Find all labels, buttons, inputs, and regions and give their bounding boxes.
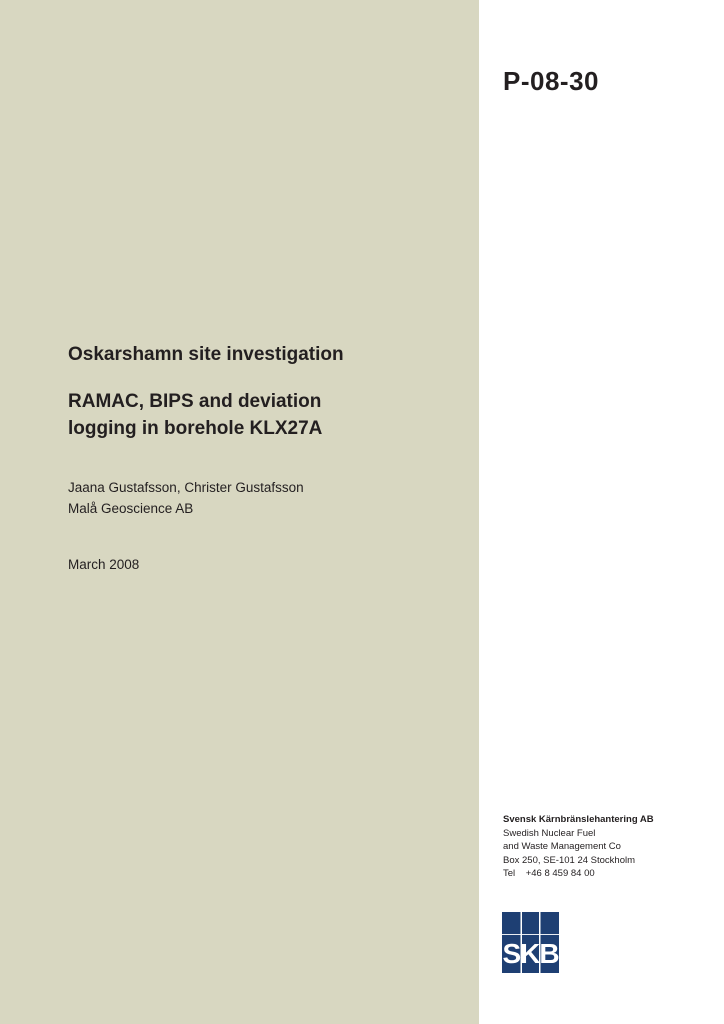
report-number: P-08-30 <box>503 66 599 96</box>
publisher-english-name-1: Swedish Nuclear Fuel <box>503 827 596 839</box>
publisher-name: Svensk Kärnbränslehantering AB <box>503 814 654 825</box>
main-title-line-1: RAMAC, BIPS and deviation <box>68 391 322 412</box>
logo-text: SKB <box>502 938 559 969</box>
publisher-address: Box 250, SE-101 24 Stockholm <box>503 854 636 866</box>
series-title: Oskarshamn site investigation <box>68 344 344 365</box>
publication-date: March 2008 <box>68 557 140 572</box>
skb-logo <box>502 912 559 973</box>
affiliation: Malå Geoscience AB <box>68 501 194 516</box>
authors: Jaana Gustafsson, Christer Gustafsson <box>68 480 304 495</box>
main-title-line-2: logging in borehole KLX27A <box>68 418 323 439</box>
publisher-phone: Tel +46 8 459 84 00 <box>503 868 595 879</box>
publisher-english-name-2: and Waste Management Co <box>503 841 621 852</box>
publisher-block <box>503 813 713 881</box>
main-title <box>68 388 448 442</box>
